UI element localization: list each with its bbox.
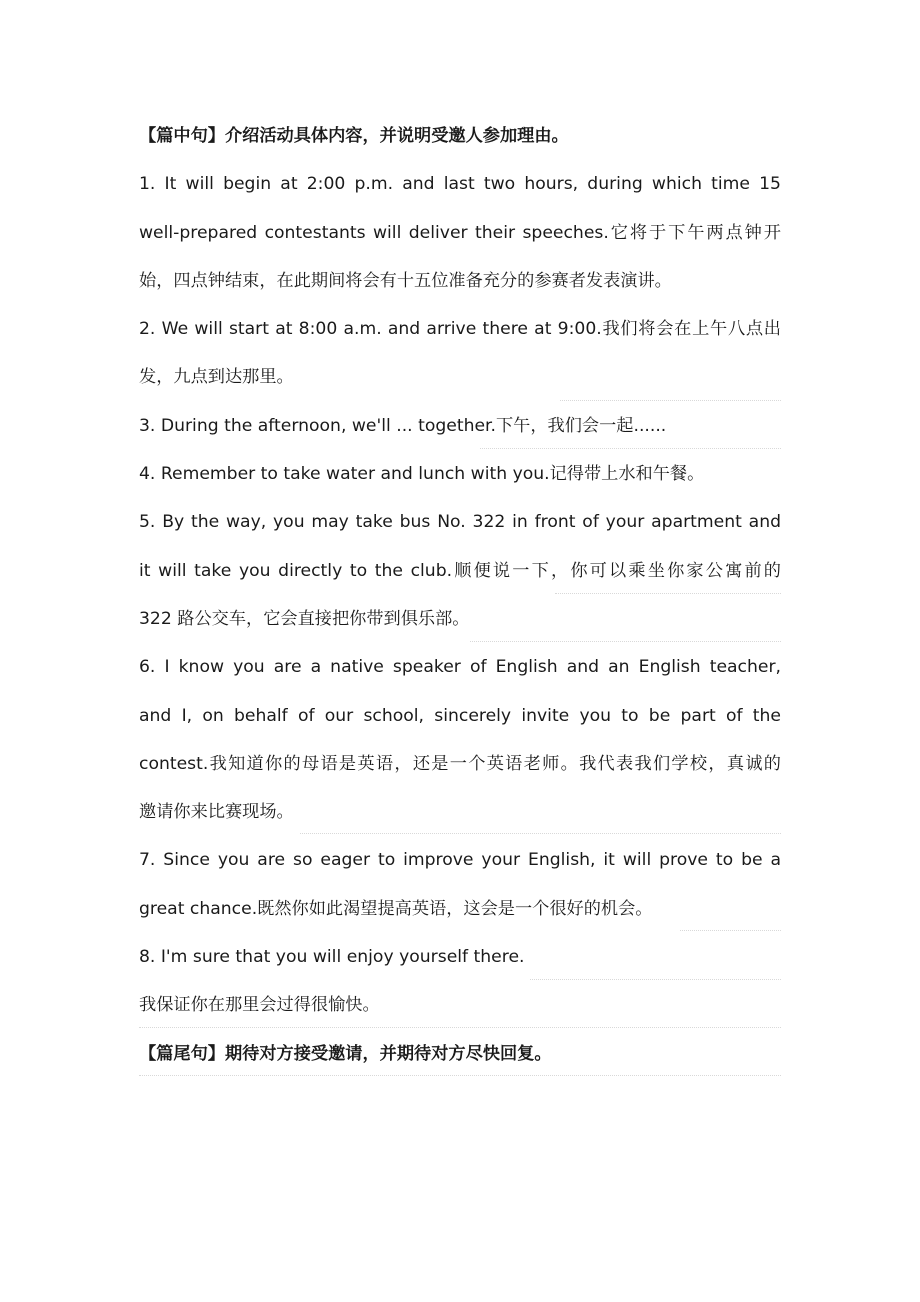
dotted-rule <box>555 593 781 594</box>
list-item <box>139 305 781 402</box>
item-7-line-1: 7. Since you are so eager to improve your English, it will prove to be a <box>139 850 781 871</box>
dotted-rule <box>139 1075 781 1076</box>
item-1-line-2: well-prepared contestants will deliver their speeches.它将于下午两点钟开 <box>139 222 781 243</box>
item-7-line-2: great chance.既然你如此渴望提高英语，这会是一个很好的机会。 <box>139 898 653 919</box>
list-item <box>139 402 781 450</box>
dotted-rule <box>470 641 781 642</box>
item-5-line-3: 322 路公交车，它会直接把你带到俱乐部。 <box>139 608 470 629</box>
item-4-line-1: 4. Remember to take water and lunch with you.记得带上水和午餐。 <box>139 464 705 485</box>
section-heading-middle: 【篇中句】介绍活动具体内容，并说明受邀人参加理由。 <box>139 126 569 146</box>
item-6-line-1: 6. I know you are a native speaker of English and an English teacher, <box>139 657 781 678</box>
item-8-line-1: 8. I'm sure that you will enjoy yourself there. <box>139 947 525 968</box>
dotted-rule <box>139 1027 781 1028</box>
item-6-line-3: contest.我知道你的母语是英语，还是一个英语老师。我代表我们学校，真诚的 <box>139 753 781 774</box>
item-1-line-1: 1. It will begin at 2:00 p.m. and last two hours, during which time 15 <box>139 174 781 195</box>
dotted-rule <box>480 448 781 449</box>
list-item <box>139 836 781 933</box>
item-5-line-1: 5. By the way, you may take bus No. 322 in front of your apartment and <box>139 512 781 533</box>
item-2-line-2: 发，九点到达那里。 <box>139 367 294 388</box>
item-6-line-2: and I, on behalf of our school, sincerely invite you to be part of the <box>139 705 781 726</box>
list-item <box>139 160 781 305</box>
document-page <box>139 112 781 1078</box>
list-item <box>139 643 781 836</box>
list-item <box>139 933 781 1030</box>
dotted-rule <box>680 930 781 931</box>
section-heading-end: 【篇尾句】期待对方接受邀请，并期待对方尽快回复。 <box>139 1043 552 1064</box>
list-item <box>139 450 781 498</box>
list-item <box>139 498 781 643</box>
item-8-line-2: 我保证你在那里会过得很愉快。 <box>139 995 380 1016</box>
item-5-line-2: it will take you directly to the club.顺便说一下，你可以乘坐你家公寓前的 <box>139 560 781 581</box>
item-6-line-4: 邀请你来比赛现场。 <box>139 802 294 823</box>
dotted-rule <box>560 400 781 401</box>
dotted-rule <box>530 979 781 980</box>
item-3-line-1: 3. During the afternoon, we'll ... together.下午，我们会一起...... <box>139 415 667 436</box>
item-2-line-1: 2. We will start at 8:00 a.m. and arrive there at 9:00.我们将会在上午八点出 <box>139 319 781 340</box>
dotted-rule <box>300 833 781 834</box>
item-1-line-3: 始，四点钟结束，在此期间将会有十五位准备充分的参赛者发表演讲。 <box>139 270 672 291</box>
